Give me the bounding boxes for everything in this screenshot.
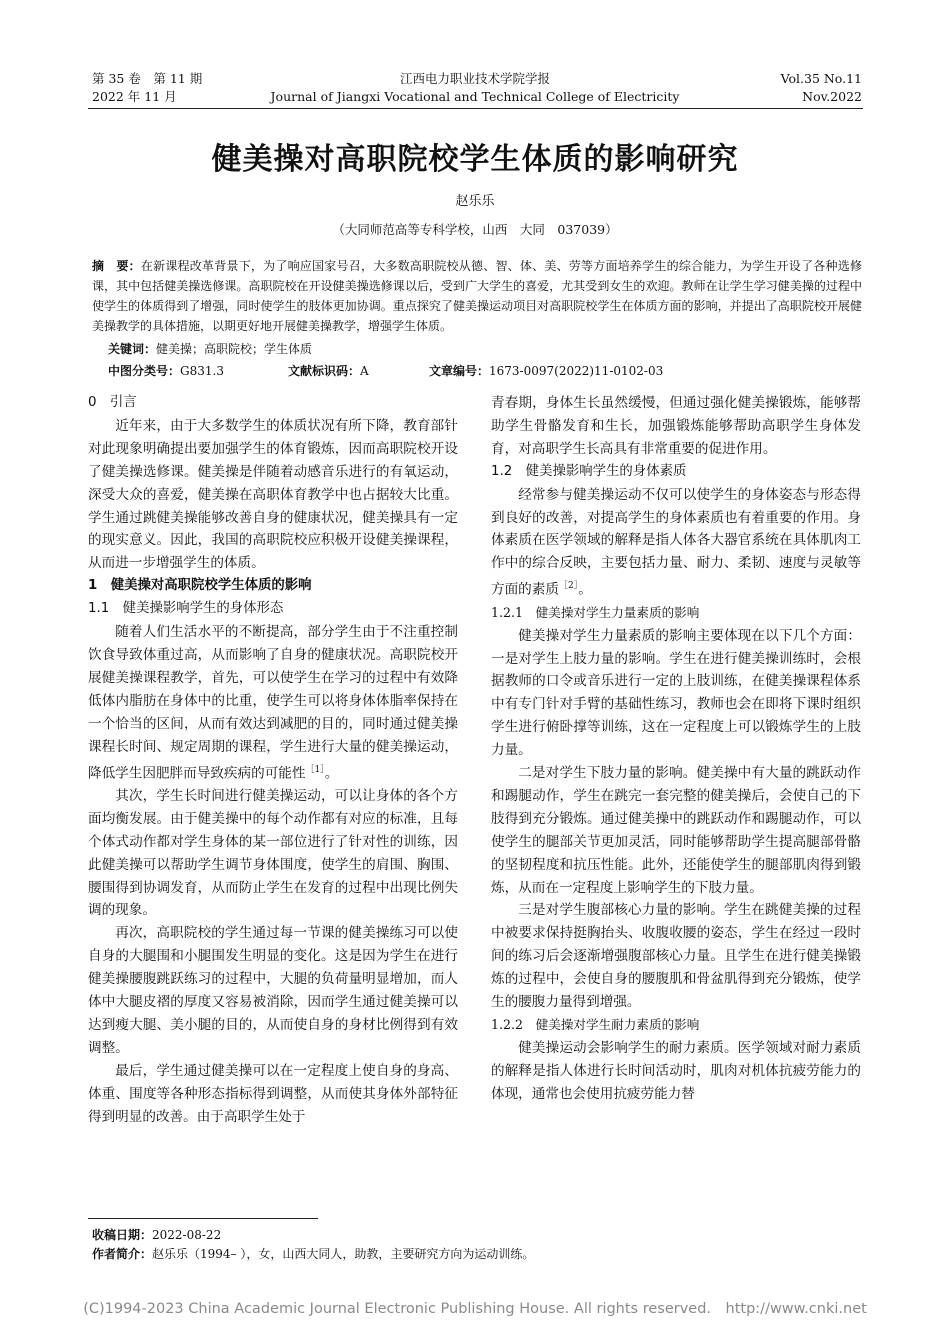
section-1-1-heading: 1.1 健美操影响学生的身体形态 — [88, 601, 284, 617]
section-1-2-heading: 1.2 健美操影响学生的身体素质 — [491, 463, 687, 479]
abstract-label: 摘 要： — [92, 259, 141, 273]
section-1-2-1-paragraph-2: 二是对学生下肢力量的影响。健美操中有大量的跳跃动作和踢腿动作，学生在跳完一套完整的健美操后，会使自己的下肢得到充分锻炼。通过健美操中的跳跃动作和踢腿动作，可以使学生的腿部关节更加灵活，同时能够帮助学生提高腿部骨骼的坚韧程度和抗压性能。此外，还能使学生的腿部肌肉得到锻炼，从而在一定程度上影响学生的下肢力量。 — [491, 765, 861, 896]
paper-title: 健美操对高职院校学生体质的影响研究 — [211, 142, 739, 177]
received-value: 2022-08-22 — [152, 1228, 222, 1242]
author-bio-text: 赵乐乐（1994– ），女，山西大同人，助教，主要研究方向为运动训练。 — [152, 1247, 535, 1261]
keywords-text: 健美操；高职院校；学生体质 — [156, 342, 313, 356]
section-1-1-paragraph-3: 再次，高职院校的学生通过每一节课的健美操练习可以使自身的大腿围和小腿围发生明显的变化。这是因为学生在进行健美操腰腹跳跃练习的过程中，大腿的负荷量明显增加，而人体中大腿皮褶的厚度又容易被消除，因而学生通过健美操可以达到瘦大腿、美小腿的目的，从而使自身的身材比例得到有效调整。 — [88, 925, 458, 1056]
section-1-heading: 1 健美操对高职院校学生体质的影响 — [88, 578, 312, 594]
author-bio — [92, 1245, 534, 1262]
keywords — [108, 340, 312, 357]
section-1-2-2-paragraph-1: 健美操运动会影响学生的耐力素质。医学领域对耐力素质的解释是指人体进行长时间活动时，肌肉对机体抗疲劳能力的体现，通常也会使用抗疲劳能力替 — [491, 1039, 861, 1102]
header-divider — [88, 108, 863, 109]
journal-issue-info-en — [781, 70, 862, 106]
volume-issue: 第 35 卷 第 11 期 — [92, 71, 203, 86]
keywords-label: 关键词： — [108, 342, 157, 356]
citation-2: ［2］ — [558, 581, 579, 592]
publication-date-en: Nov.2022 — [802, 89, 862, 104]
author-affiliation: （大同师范高等专科学校，山西 大同 037039） — [332, 222, 618, 237]
section-1-2-paragraph — [491, 484, 861, 602]
paragraph-end: 。 — [324, 765, 339, 782]
continued-paragraph: 青春期，身体生长虽然缓慢，但通过强化健美操锻炼，能够帮助学生骨骼发育和生长，加强锻炼能够帮助高职学生身体发育，对高职学生长高具有非常重要的促进作用。 — [491, 395, 861, 457]
author-bio-label: 作者简介： — [92, 1247, 153, 1261]
copyright-watermark: (C)1994-2023 China Academic Journal Electronic Publishing House. All rights reserved. http://www.cnki.net — [83, 1301, 867, 1317]
author-name: 赵乐乐 — [455, 194, 495, 209]
journal-name-en: Journal of Jiangxi Vocational and Technical College of Electricity — [270, 89, 680, 104]
section-1-2-1-paragraph-3: 三是对学生腹部核心力量的影响。学生在跳健美操的过程中被要求保持挺胸抬头、收腹收腰的姿态，学生在经过一段时间的练习后会逐渐增强腹部核心力量。且学生在进行健美操锻炼的过程中，会使自身的腰腹肌和骨盆肌得到充分锻炼，使学生的腰腹力量得到增强。 — [491, 902, 861, 1011]
paragraph-text: 经常参与健美操运动不仅可以使学生的身体姿态与形态得到良好的改善，对提高学生的身体素质也有着重要的作用。身体素质在医学领域的解释是指人体各大器官系统在具体肌肉工作中的综合反映，主要包括力量、耐力、柔韧、速度与灵敏等方面的素质 — [491, 486, 861, 598]
section-0-paragraph: 近年来，由于大多数学生的体质状况有所下降，教育部针对此现象明确提出要加强学生的体育锻炼，因而高职院校开设了健美操选修课。健美操是伴随着动感音乐进行的有氧运动，深受大众的喜爱，健美操在高职体育教学中也占据较大比重。学生通过跳健美操能够改善自身的健康状况，健美操具有一定的现实意义。因此，我国的高职院校应积极开设健美操课程，从而进一步增强学生的体质。 — [88, 417, 458, 572]
clc-number — [108, 362, 224, 379]
left-column — [88, 392, 458, 1129]
paragraph-text: 随着人们生活水平的不断提高，部分学生由于不注重控制饮食导致体重过高，从而影响了自身的健康状况。高职院校开展健美操课程教学，首先，可以使学生在学习的过程中有效降低体内脂肪在身体中的比重，使学生可以将身体体脂率保持在一个恰当的区间，从而有效达到减肥的目的，同时通过健美操课程长时间、规定周期的课程，学生进行大量的健美操运动，降低学生因肥胖而导致疾病的可能性 — [88, 624, 458, 782]
clc-label: 中图分类号： — [108, 364, 181, 378]
section-0-heading: 0 引言 — [88, 395, 137, 410]
journal-name — [200, 70, 750, 106]
document-code-label: 文献标识码： — [288, 364, 361, 378]
journal-issue-info — [92, 70, 202, 106]
paragraph-end: 。 — [578, 581, 592, 598]
section-1-1-paragraph-4: 最后，学生通过健美操可以在一定程度上使自身的身高、体重、围度等各种形态指标得到调整，从而使其身体外部特征得到明显的改善。由于高职学生处于 — [88, 1062, 458, 1125]
article-number-value: 1673-0097(2022)11-0102-03 — [489, 364, 664, 378]
volume-issue-en: Vol.35 No.11 — [780, 71, 862, 86]
journal-name-cn: 江西电力职业技术学院学报 — [399, 71, 550, 86]
article-number — [429, 362, 663, 379]
section-1-2-1-heading: 1.2.1 健美操对学生力量素质的影响 — [491, 604, 700, 620]
article-number-label: 文章编号： — [429, 364, 490, 378]
right-column — [491, 392, 861, 1106]
citation-1: ［1］ — [305, 764, 325, 775]
received-label: 收稿日期： — [92, 1228, 153, 1242]
section-1-1-paragraph-1 — [88, 621, 458, 785]
section-1-2-2-heading: 1.2.2 健美操对学生耐力素质的影响 — [491, 1017, 700, 1032]
document-code-value: A — [360, 364, 369, 378]
received-date — [92, 1226, 221, 1243]
abstract — [92, 256, 862, 336]
section-1-1-paragraph-2: 其次，学生长时间进行健美操运动，可以让身体的各个方面均衡发展。由于健美操中的每个动作都有对应的标准，且每个体式动作都对学生身体的某一部位进行了针对性的训练，因此健美操可以帮助学生调节身体围度，使学生的肩围、胸围、腰围得到协调发育，从而防止学生在发育的过程中出现比例失调的现象。 — [88, 787, 458, 919]
footnote-divider — [88, 1218, 318, 1219]
clc-value: G831.3 — [180, 364, 224, 378]
section-1-2-1-paragraph-1: 健美操对学生力量素质的影响主要体现在以下几个方面：一是对学生上肢力量的影响。学生在进行健美操训练时，会根据教师的口令或音乐进行一定的上肢训练，在健美操课程体系中有专门针对手臂的基础性练习，教师也会在即将下课时组织学生进行俯卧撑等训练，这在一定程度上可以锻炼学生的上肢力量。 — [491, 627, 861, 759]
publication-date: 2022 年 11 月 — [92, 89, 177, 104]
document-code — [288, 362, 369, 379]
abstract-text: 在新课程改革背景下，为了响应国家号召，大多数高职院校从德、智、体、美、劳等方面培养学生的综合能力，为学生开设了各种选修课，其中包括健美操选修课。高职院校在开设健美操选修课以后，受到广大学生的喜爱，尤其受到女生的欢迎。教师在让学生学习健美操的过程中使学生的体质得到了增强，同时使学生的肢体更加协调。重点探究了健美操运动项目对高职院校学生在体质方面的影响，并提出了高职院校开展健美操教学的具体措施，以期更好地开展健美操教学，增强学生体质。 — [92, 259, 862, 333]
